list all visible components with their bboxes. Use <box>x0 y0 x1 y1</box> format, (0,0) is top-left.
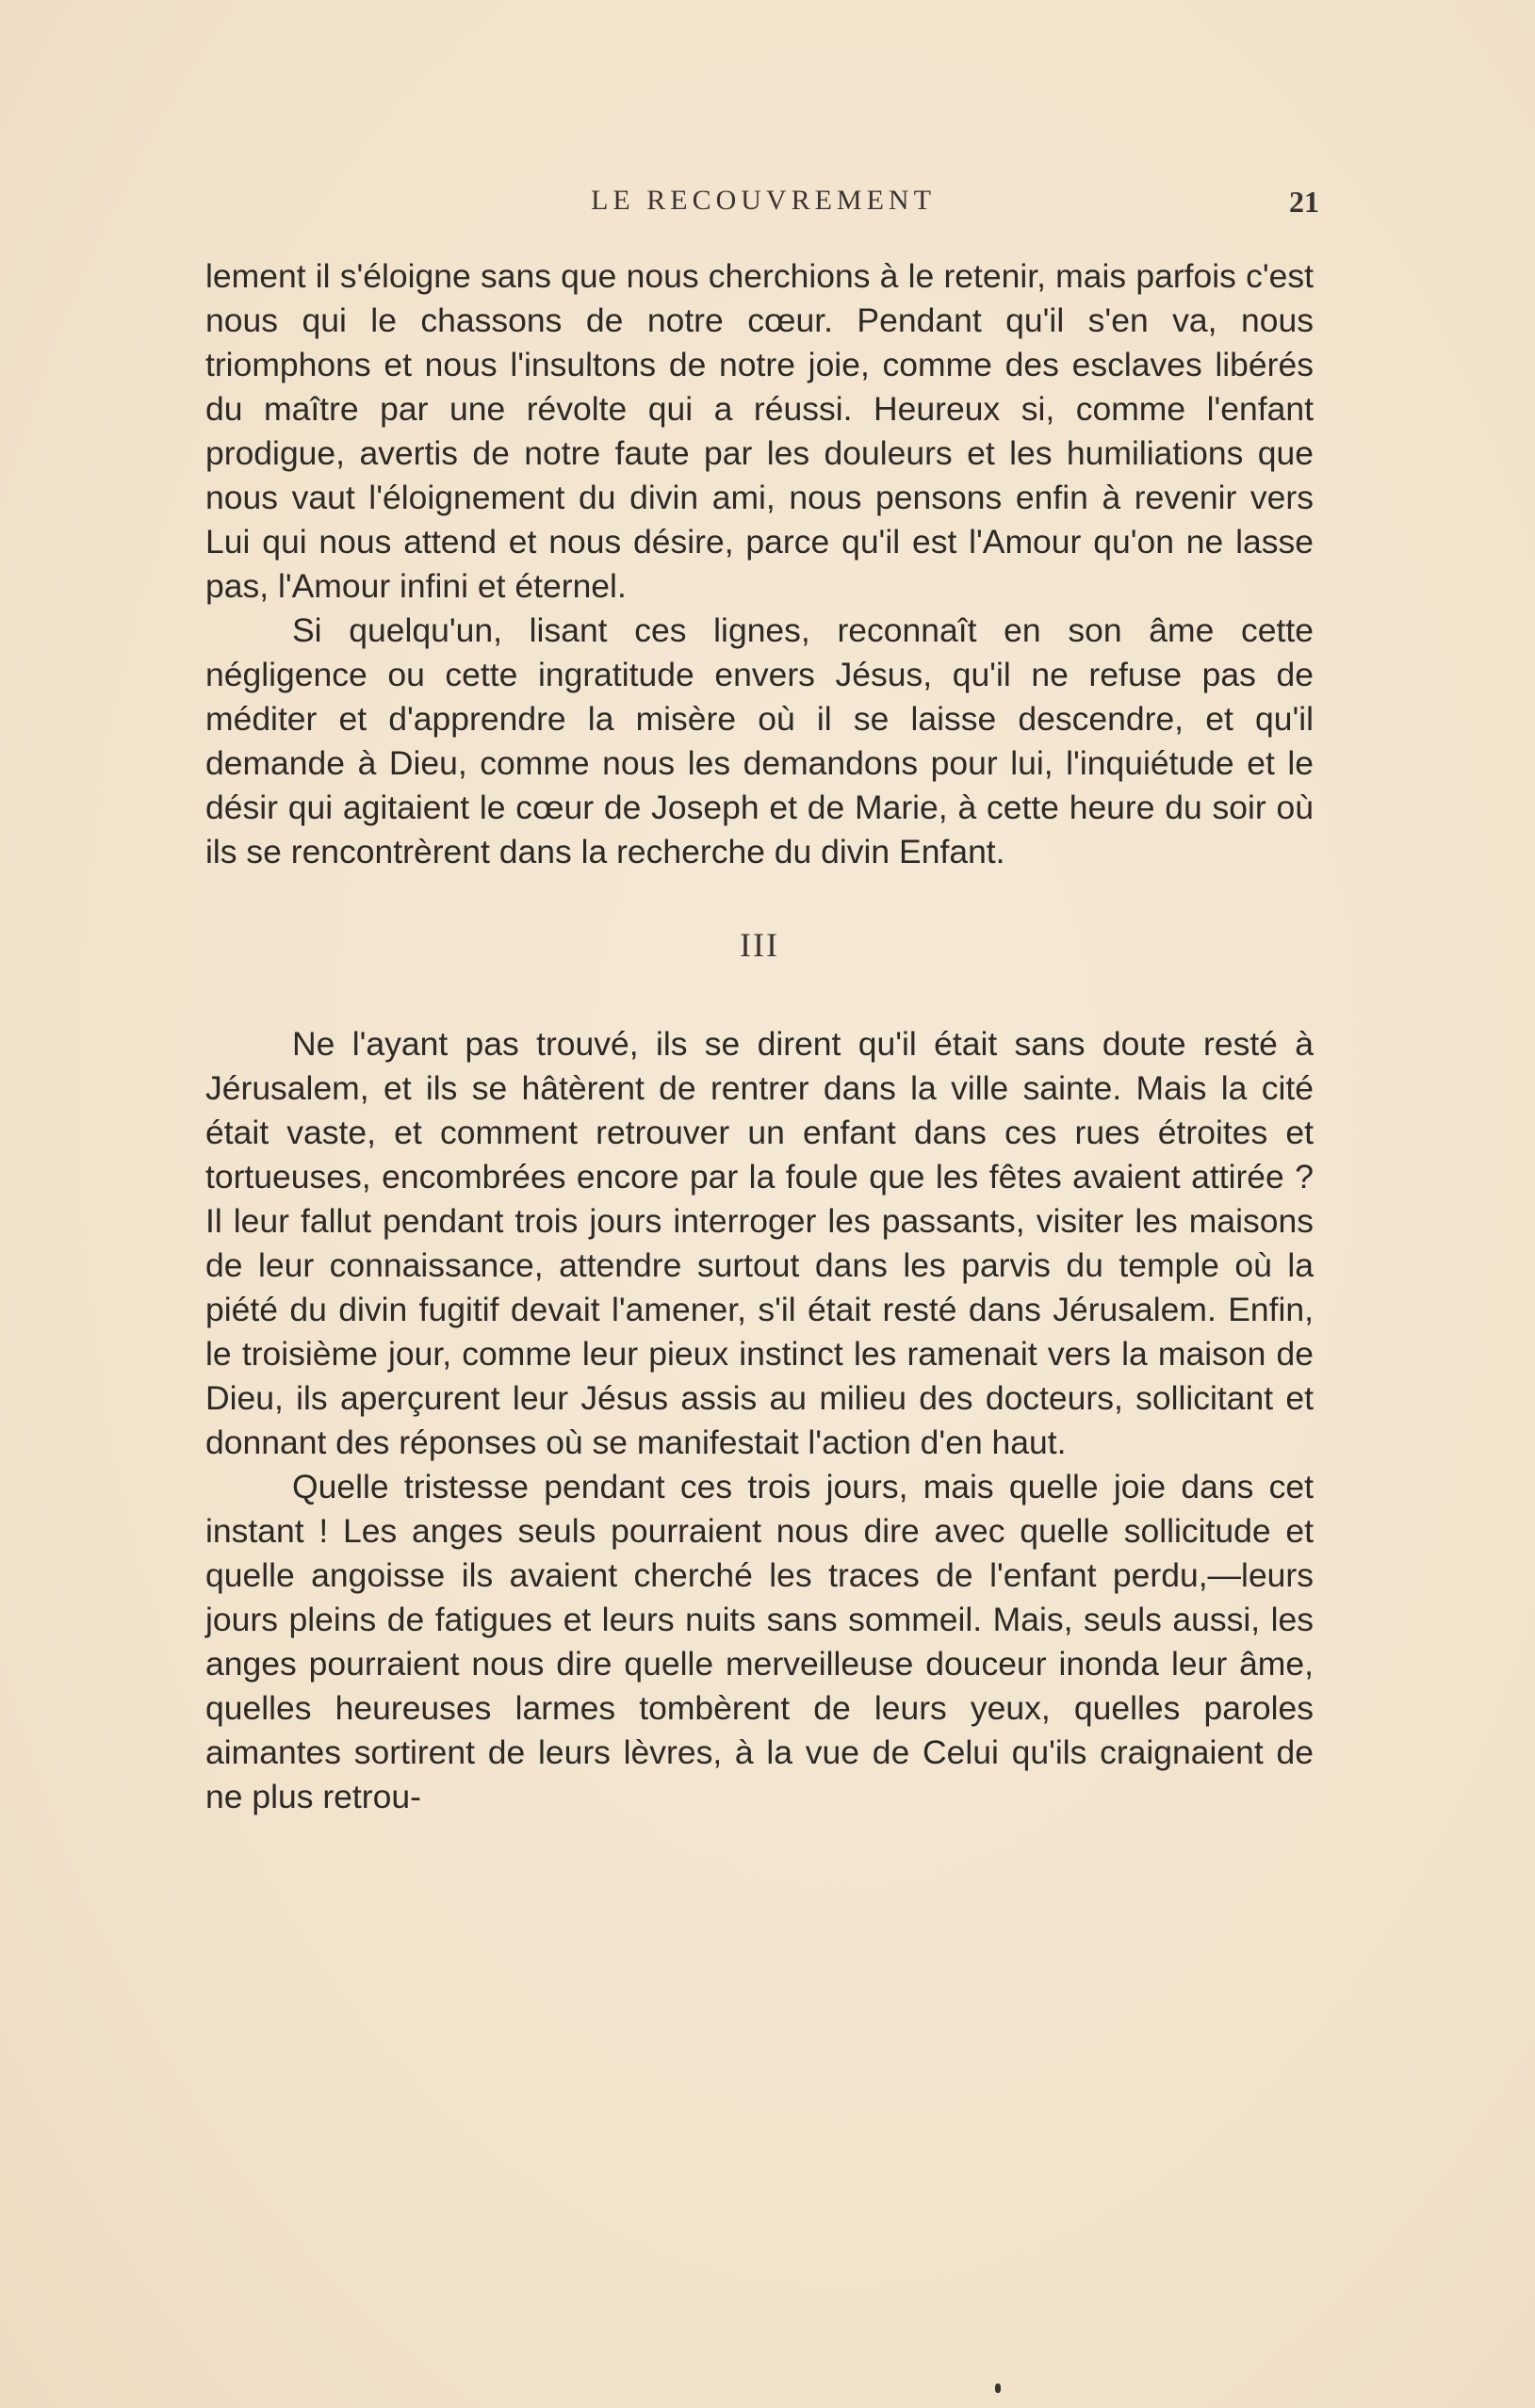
ink-speck <box>995 2384 1001 2393</box>
running-title: LE RECOUVREMENT <box>591 185 936 216</box>
section-number: III <box>740 926 779 964</box>
paragraph: Quelle tristesse pendant ces trois jours, mais quelle joie dans cet instant ! Les anges seuls pourraient nous dire avec quelle sollicitude et quelle angoisse ils avaient cherché les traces de l'enfant perdu,—leurs jours pleins de fatigues et leurs nuits sans sommeil. Mais, seuls aussi, les anges pourraient nous dire quelle merveilleuse douceur inonda leur âme, quelles heureuses larmes tombèrent de leurs yeux, quelles paroles aimantes sortirent de leurs lèvres, à la vue de Celui qu'ils craignaient de ne plus retrou- <box>205 1468 1314 1815</box>
page-number: 21 <box>1289 185 1319 219</box>
body-text <box>205 254 1314 1819</box>
running-head <box>207 185 1319 222</box>
paragraph: Ne l'ayant pas trouvé, ils se dirent qu'il était sans doute resté à Jérusalem, et ils se hâtèrent de rentrer dans la ville sainte. Mais la cité était vaste, et comment retrouver un enfant dans ces rues étroites et tortueuses, encombrées encore par la foule que les fêtes avaient attirée ? Il leur fallut pendant trois jours interroger les passants, visiter les maisons de leur connaissance, attendre surtout dans les parvis du temple où la piété du divin fugitif devait l'amener, s'il était resté dans Jérusalem. Enfin, le troisième jour, comme leur pieux instinct les ramenait vers la maison de Dieu, ils aperçurent leur Jésus assis au milieu des docteurs, sollicitant et donnant des réponses où se manifestait l'action d'en haut. <box>205 1025 1314 1461</box>
paragraph: Si quelqu'un, lisant ces lignes, reconnaît en son âme cette négligence ou cette ingratitude envers Jésus, qu'il ne refuse pas de méditer et d'apprendre la misère où il se laisse descendre, et qu'il demande à Dieu, comme nous les demandons pour lui, l'inquiétude et le désir qui agitaient le cœur de Joseph et de Marie, à cette heure du soir où ils se rencontrèrent dans la recherche du divin Enfant. <box>205 611 1314 870</box>
paragraph: lement il s'éloigne sans que nous cherchions à le retenir, mais parfois c'est nous qui le chassons de notre cœur. Pendant qu'il s'en va, nous triomphons et nous l'insultons de notre joie, comme des esclaves libérés du maître par une révolte qui a réussi. Heureux si, comme l'enfant prodigue, avertis de notre faute par les douleurs et les humiliations que nous vaut l'éloignement du divin ami, nous pensons enfin à revenir vers Lui qui nous attend et nous désire, parce qu'il est l'Amour qu'on ne lasse pas, l'Amour infini et éternel. <box>205 257 1314 605</box>
